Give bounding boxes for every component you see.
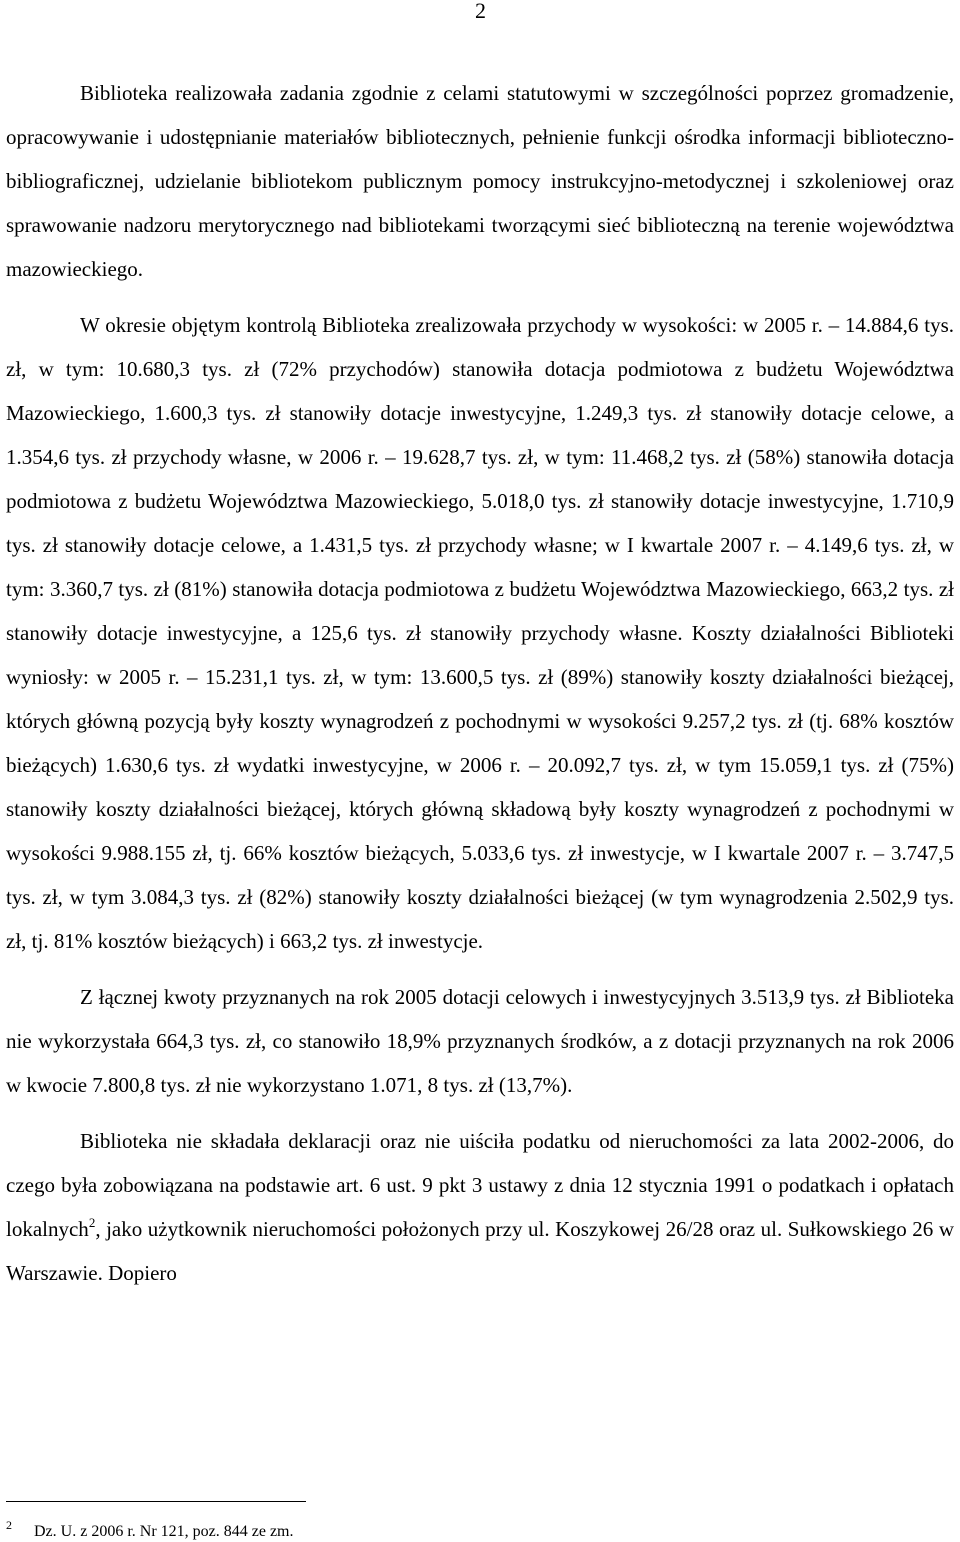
footnote-reference: 2 bbox=[88, 1215, 96, 1230]
paragraph-scope: Biblioteka realizowała zadania zgodnie z celami statutowymi w szczególności poprzez gromadzenie, opracowywanie i udostępnianie materiałów bibliotecznych, pełnienie funkcji ośrodka informacji biblioteczno-bibliograficznej, udzielanie bibliotekom publicznym pomocy instrukcyjno-metodycznej i szkoleniowej oraz sprawowanie nadzoru merytorycznego nad bibliotekami tworzącymi sieć biblioteczną na terenie województwa mazowieckiego. bbox=[6, 81, 954, 281]
paragraph-text-before-ref: Biblioteka nie składała deklaracji oraz nie uiściła podatku od nieruchomości za lata 2002-2006, do czego była zobowiązana na podstawie art. 6 ust. 9 pkt 3 ustawy z dnia 12 stycznia 1991 o podatkach i opłatach lokalnych bbox=[6, 1129, 954, 1241]
footnote bbox=[6, 1515, 294, 1542]
page-number: 2 bbox=[475, 0, 486, 23]
paragraph-property-tax bbox=[6, 1119, 954, 1295]
paragraph-text-after-ref: , jako użytkownik nieruchomości położonych przy ul. Koszykowej 26/28 oraz ul. Sułkowskiego 26 w Warszawie. Dopiero bbox=[6, 1217, 954, 1285]
document-body bbox=[6, 71, 954, 1295]
footnote-separator bbox=[6, 1501, 306, 1502]
paragraph-subsidies: Z łącznej kwoty przyznanych na rok 2005 dotacji celowych i inwestycyjnych 3.513,9 tys. zł Biblioteka nie wykorzystała 664,3 tys. zł, co stanowiło 18,9% przyznanych środków, a z dotacji przyznanych na rok 2006 w kwocie 7.800,8 tys. zł nie wykorzystano 1.071, 8 tys. zł (13,7%). bbox=[6, 985, 954, 1097]
paragraph-finances: W okresie objętym kontrolą Biblioteka zrealizowała przychody w wysokości: w 2005 r. – 14.884,6 tys. zł, w tym: 10.680,3 tys. zł (72% przychodów) stanowiła dotacja podmiotowa z budżetu Województwa Mazowieckiego, 1.600,3 tys. zł stanowiły dotacje inwestycyjne, 1.249,3 tys. zł stanowiły dotacje celowe, a 1.354,6 tys. zł przychody własne, w 2006 r. – 19.628,7 tys. zł, w tym: 11.468,2 tys. zł (58%) stanowiła dotacja podmiotowa z budżetu Województwa Mazowieckiego, 5.018,0 tys. zł stanowiły dotacje inwestycyjne, 1.710,9 tys. zł stanowiły dotacje celowe, a 1.431,5 tys. zł przychody własne; w I kwartale 2007 r. – 4.149,6 tys. zł, w tym: 3.360,7 tys. zł (81%) stanowiła dotacja podmiotowa z budżetu Województwa Mazowieckiego, 663,2 tys. zł stanowiły dotacje inwestycyjne, a 125,6 tys. zł stanowiły przychody własne. Koszty działalności Biblioteki wyniosły: w 2005 r. – 15.231,1 tys. zł, w tym: 13.600,5 tys. zł (89%) stanowiły koszty działalności bieżącej, których główną pozycją były koszty wynagrodzeń z pochodnymi w wysokości 9.257,2 tys. zł (tj. 68% kosztów bieżących) 1.630,6 tys. zł wydatki inwestycyjne, w 2006 r. – 20.092,7 tys. zł, w tym 15.059,1 tys. zł (75%) stanowiły koszty działalności bieżącej, których główną składową były koszty wynagrodzeń z pochodnymi w wysokości 9.988.155 zł, tj. 66% kosztów bieżących, 5.033,6 tys. zł inwestycje, w I kwartale 2007 r. – 3.747,5 tys. zł, w tym 3.084,3 tys. zł (82%) stanowiły koszty działalności bieżącej (w tym wynagrodzenia 2.502,9 tys. zł, tj. 81% kosztów bieżących) i 663,2 tys. zł inwestycje. bbox=[6, 313, 954, 953]
footnote-mark: 2 bbox=[6, 1518, 12, 1532]
footnote-text: Dz. U. z 2006 r. Nr 121, poz. 844 ze zm. bbox=[34, 1523, 294, 1540]
